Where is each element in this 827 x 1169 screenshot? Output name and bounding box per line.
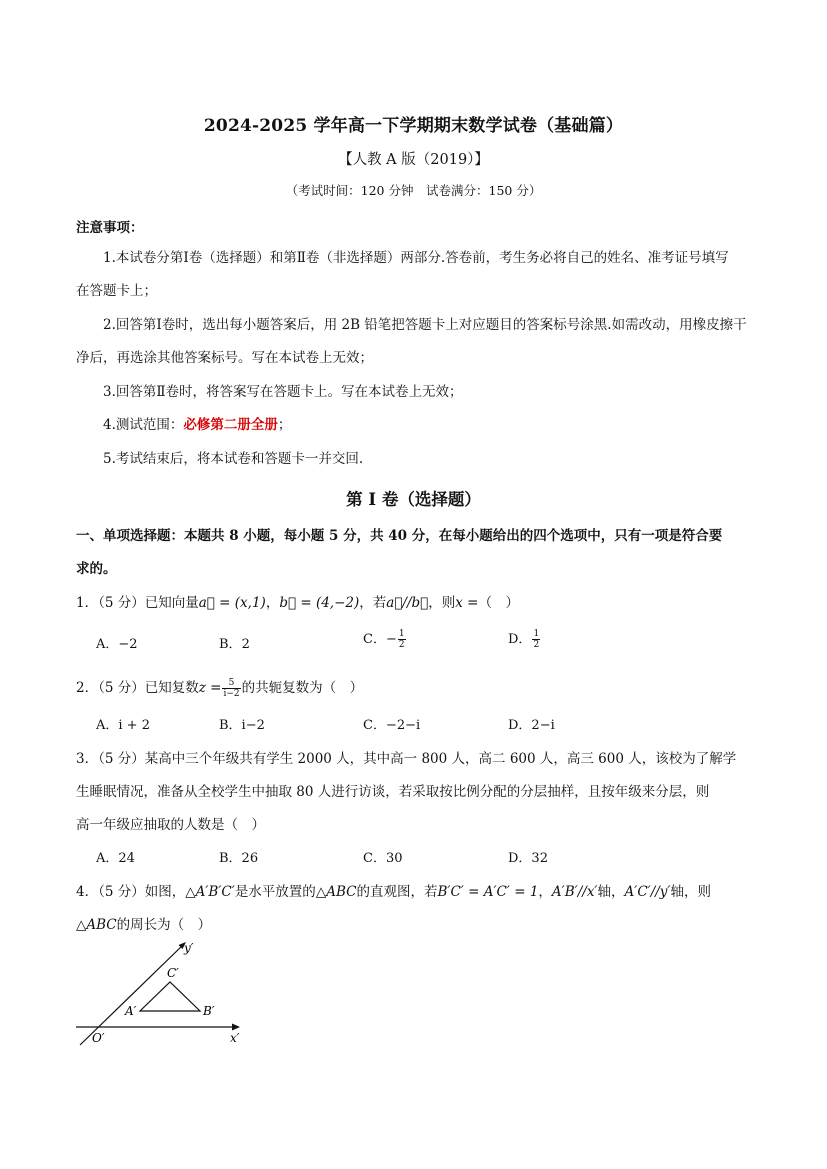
q2-option-c: C．−2−i: [363, 718, 421, 733]
q2-option-b: B．i−2: [219, 718, 265, 733]
test-scope: 必修第二册全册: [183, 417, 278, 433]
q2-option-d: D．2−i: [508, 718, 555, 733]
q1-option-c: [363, 628, 407, 650]
complex-z: z =: [198, 680, 222, 696]
edition-subtitle: 【人教 A 版（2019）】: [338, 152, 489, 168]
separator: ，: [538, 884, 552, 900]
note-item-2-line-1: 2.回答第Ⅰ卷时，选出每小题答案后，用 2B 铅笔把答题卡上对应题目的答案标号涂黑.如需改动，用橡皮擦干: [103, 317, 747, 333]
oblique-projection-figure: [72, 934, 252, 1050]
question-score: （5 分）: [98, 680, 145, 696]
fraction: [532, 629, 540, 650]
question-number: 1．: [76, 595, 99, 611]
x-axis-label: x′: [230, 1031, 240, 1045]
unknown-x: x =: [455, 595, 479, 611]
question-text: 是水平放置的: [234, 884, 316, 900]
q3-option-b: B．26: [219, 851, 259, 866]
part-1-title: 第 I 卷（选择题）: [346, 490, 481, 509]
q1-option-d: [508, 628, 541, 650]
vertex-c-label: C′: [167, 966, 179, 980]
question-text: ，若: [359, 595, 387, 611]
fraction-numerator: 5: [222, 678, 240, 689]
question-text: 已知向量: [144, 595, 199, 611]
parallel-condition: a⃗//b⃗: [386, 595, 429, 611]
question-text: 轴，: [597, 884, 625, 900]
question-number: 2．: [76, 680, 99, 696]
question-score: （5 分）: [98, 595, 145, 611]
side-condition: B′C′ = A′C′ = 1: [437, 884, 539, 900]
question-2: [76, 676, 363, 699]
q3-option-a: A．24: [96, 851, 135, 866]
question-3-line-2: 生睡眠情况，准备从全校学生中抽取 80 人进行访谈，若采取按比例分配的分层抽样，且按年级来分层，则: [76, 784, 710, 800]
question-4: [76, 880, 711, 900]
question-score: （5 分）: [98, 884, 145, 900]
question-3-line-3: 高一年级应抽取的人数是（ ）: [76, 817, 265, 833]
note-item-5: 5.考试结束后，将本试卷和答题卡一并交回.: [103, 451, 364, 467]
note-item-1-line-1: 1.本试卷分第Ⅰ卷（选择题）和第Ⅱ卷（非选择题）两部分.答卷前，考生务必将自己的姓名、准考证号填写: [103, 250, 729, 266]
q2-option-a: A．i + 2: [96, 718, 150, 733]
option-label: C．: [363, 632, 386, 647]
question-1: [76, 591, 519, 611]
vector-b: b⃗ = (4,−2): [279, 595, 360, 611]
option-label: B．: [219, 637, 242, 652]
vector-a: a⃗ = (x,1): [198, 595, 266, 611]
fraction-numerator: 1: [398, 629, 405, 639]
vertex-a-label: A′: [125, 1004, 137, 1018]
triangle-prime-shape: [140, 982, 200, 1011]
exam-info: （考试时间：120 分钟 试卷满分：150 分）: [285, 183, 542, 198]
answer-blank: （ ）: [478, 595, 519, 611]
option-label: D．: [508, 632, 532, 647]
page-title: 2024-2025 学年高一下学期期末数学试卷（基础篇）: [203, 116, 624, 136]
q1-option-a: [96, 633, 138, 652]
question-text: 轴，则: [670, 884, 711, 900]
question-number: 3．: [76, 751, 99, 767]
note-item-2-line-2: 净后，再选涂其他答案标号。写在本试卷上无效；: [76, 350, 373, 366]
question-4-line-2: [76, 913, 211, 933]
note-item-3: 3.回答第Ⅱ卷时，将答案写在答题卡上。写在本试卷上无效；: [103, 384, 463, 400]
triangle-abc: △ABC: [315, 884, 357, 900]
note-item-4: [103, 414, 291, 436]
y-axis-line: [80, 944, 184, 1045]
note-item-4-prefix: 4.测试范围：: [103, 417, 184, 433]
option-sign: −: [385, 632, 397, 647]
question-text: 的周长为（ ）: [116, 917, 212, 933]
q1-option-b: [219, 633, 250, 652]
x-axis-arrow: [232, 1024, 240, 1031]
separator: ，: [265, 595, 280, 611]
note-item-4-suffix: ；: [277, 417, 292, 433]
question-3: [76, 747, 736, 767]
section-heading-line-2: 求的。: [76, 561, 117, 577]
question-score: （5 分）: [98, 751, 145, 767]
fraction: [398, 629, 406, 650]
question-number: 4．: [76, 884, 99, 900]
fraction: [222, 678, 240, 699]
notes-heading: 注意事项：: [76, 220, 144, 236]
parallel-y-condition: A′C′//y′: [624, 884, 671, 900]
fraction-denominator: i−2: [223, 689, 240, 699]
note-item-1-line-2: 在答题卡上；: [76, 283, 157, 299]
question-text: 已知复数: [144, 680, 199, 696]
question-text: 如图，: [144, 884, 186, 900]
option-value: 2: [241, 637, 250, 652]
q3-option-d: D．32: [508, 851, 548, 866]
question-text: 的直观图，若: [356, 884, 438, 900]
triangle-prime: △A′B′C′: [185, 884, 235, 900]
option-value: −2: [118, 637, 138, 652]
origin-label: O′: [92, 1031, 105, 1045]
option-label: A．: [96, 637, 119, 652]
y-axis-label: y′: [184, 941, 194, 955]
fraction-numerator: 1: [533, 629, 540, 639]
triangle-abc: △ABC: [76, 917, 117, 933]
question-text: 的共轭复数为（ ）: [241, 680, 364, 696]
vertex-b-label: B′: [203, 1004, 215, 1018]
question-text: 某高中三个年级共有学生 2000 人，其中高一 800 人，高二 600 人，高三 600 人，该校为了解学: [144, 751, 737, 767]
section-heading-line-1: 一、单项选择题：本题共 8 小题，每小题 5 分，共 40 分，在每小题给出的四个选项中，只有一项是符合要: [76, 528, 723, 544]
parallel-x-condition: A′B′//x′: [551, 884, 598, 900]
question-text: ，则: [428, 595, 456, 611]
fraction-denominator: 2: [398, 640, 405, 650]
q3-option-c: C．30: [363, 851, 403, 866]
fraction-denominator: 2: [533, 640, 540, 650]
